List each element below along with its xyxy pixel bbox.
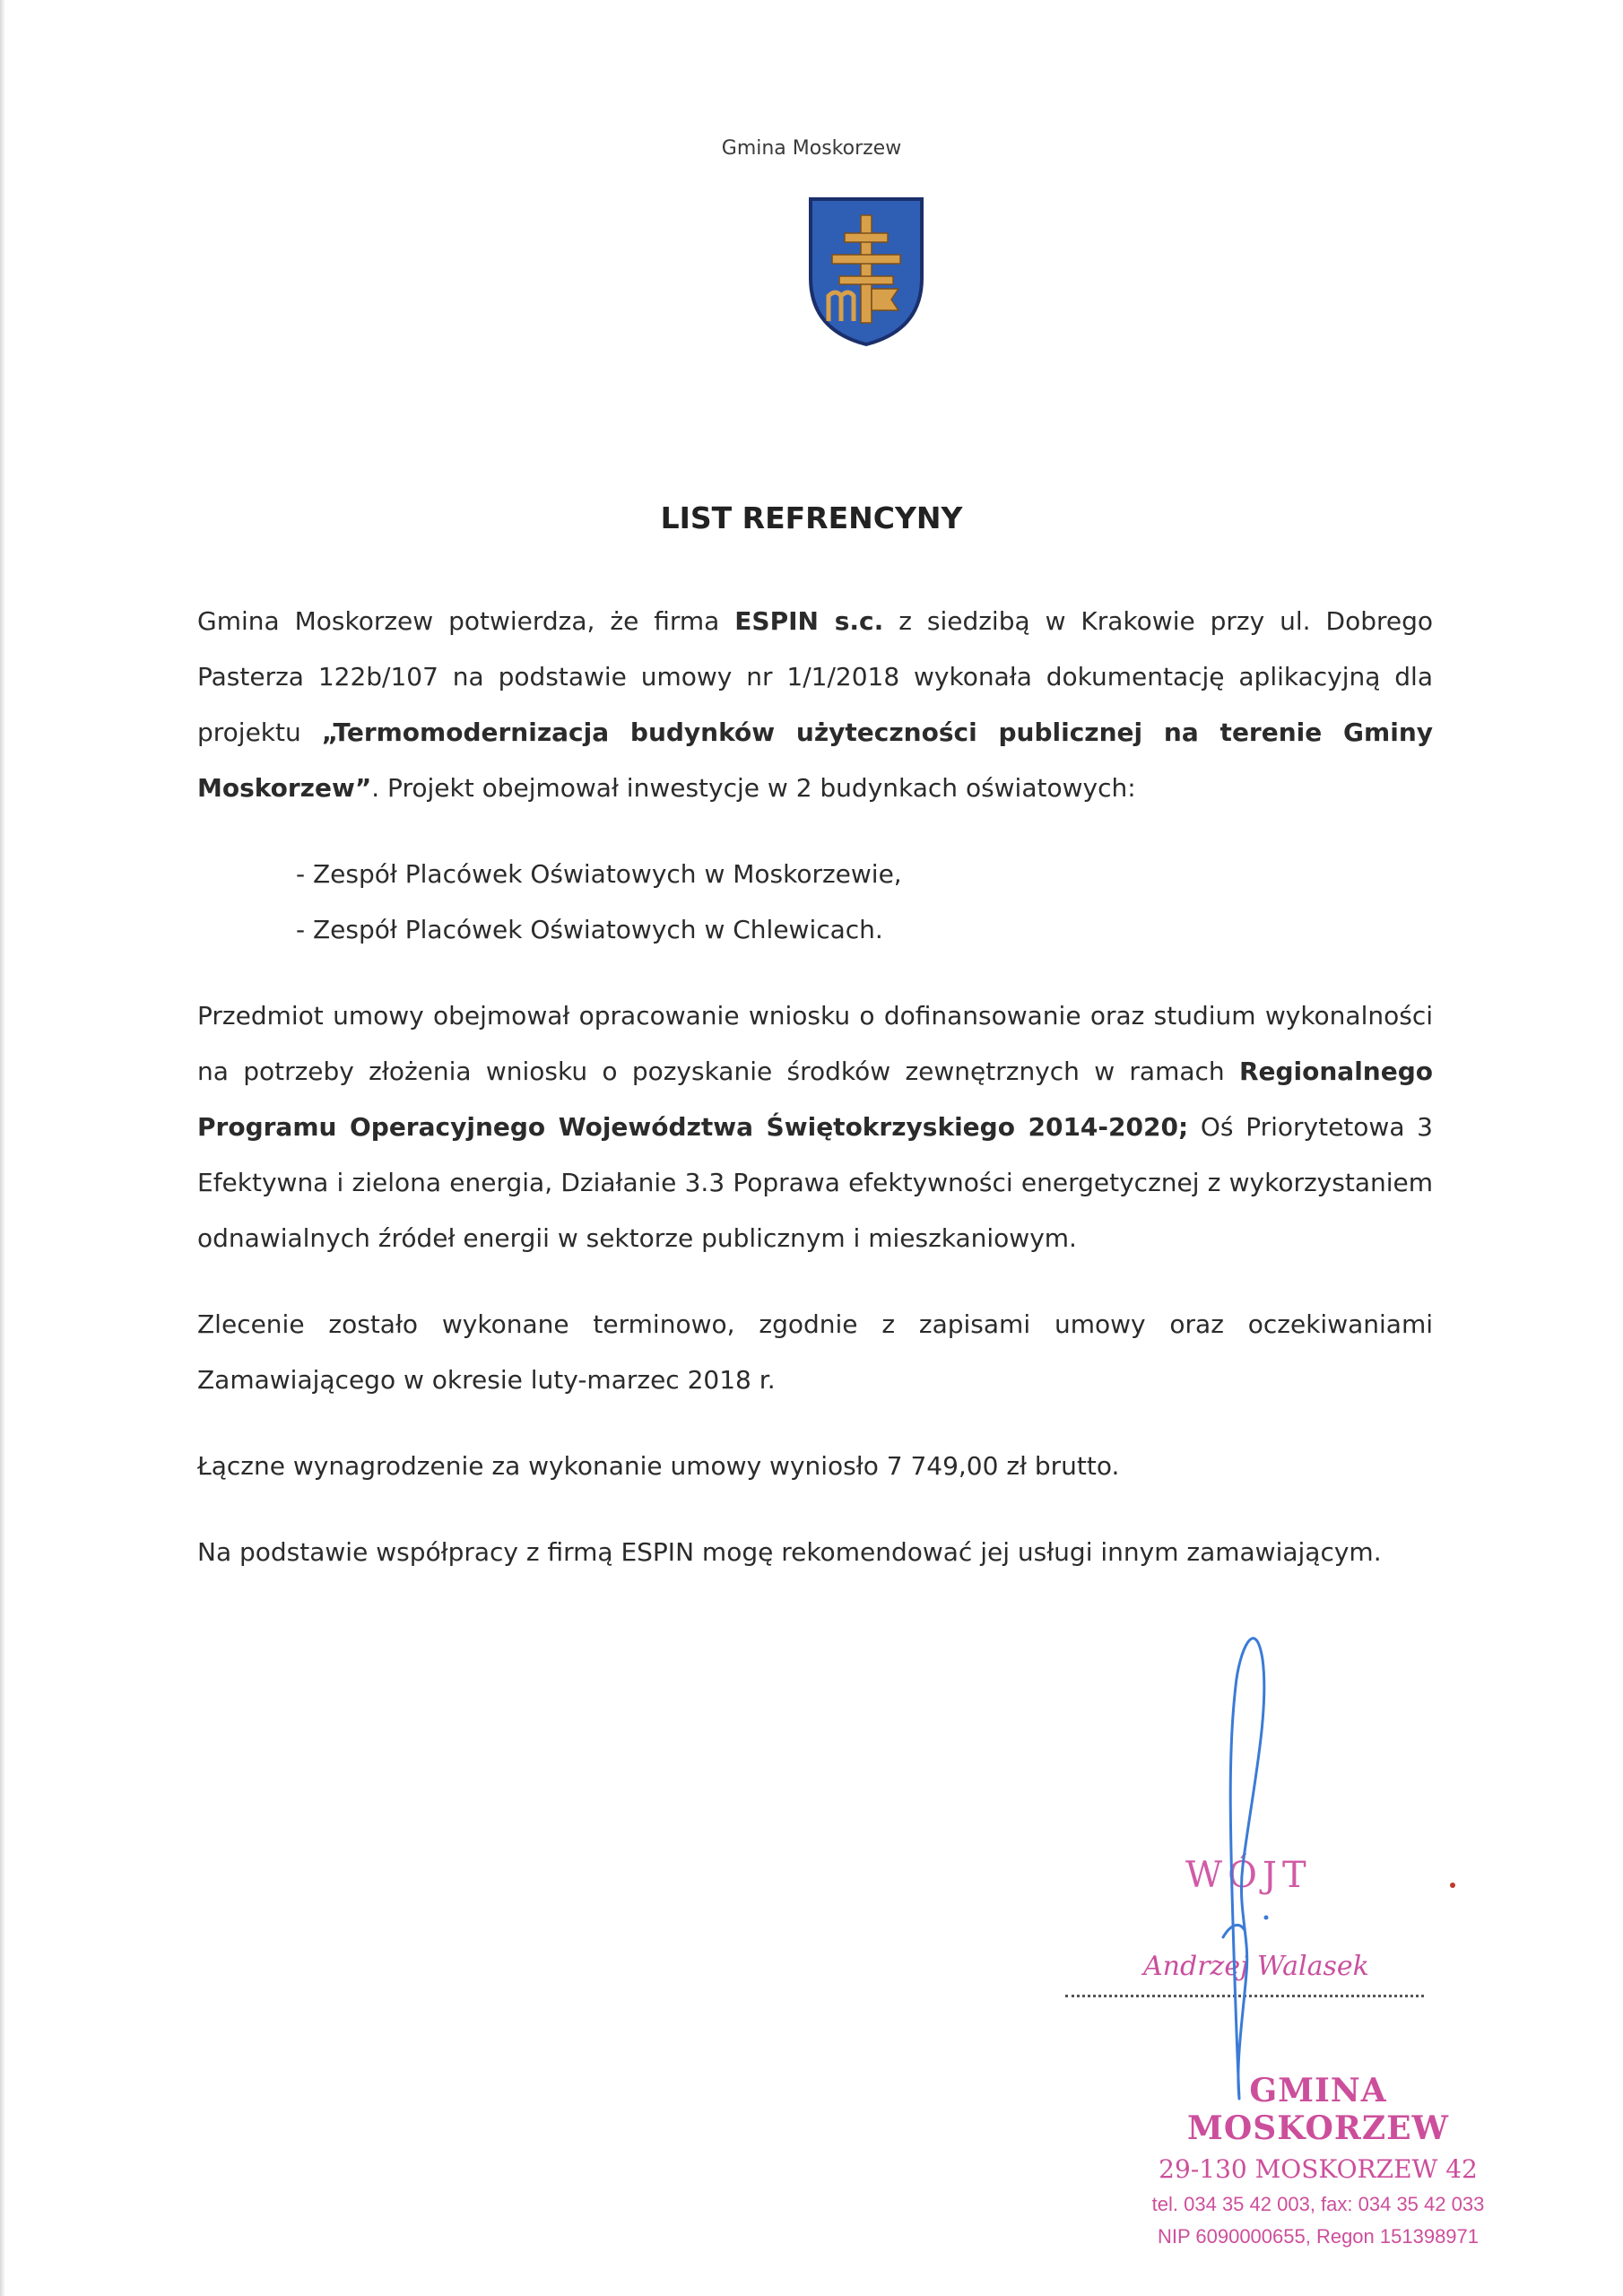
list-item: - Zespół Placówek Oświatowych w Chlewicach. — [296, 915, 883, 944]
scan-edge — [0, 0, 5, 2296]
list-item: - Zespół Placówek Oświatowych w Moskorzewie, — [296, 859, 902, 889]
stamp-line-2: 29-130 MOSKORZEW 42 — [1159, 2154, 1478, 2184]
company-name: ESPIN s.c. — [734, 606, 884, 636]
crest-cross-mid-bar — [832, 255, 900, 264]
paragraph-5: Na podstawie współpracy z firmą ESPIN mogę rekomendować jej usługi innym zamawiającym. — [197, 1537, 1382, 1567]
program-name: Regionalnego Programu Operacyjnego Województwa Świętokrzyskiego 2014-2020; — [197, 1057, 1433, 1142]
signature-area — [1031, 1596, 1533, 2248]
stamp-role: WÓJT — [1185, 1855, 1312, 1896]
paragraph-3: Zlecenie zostało wykonane terminowo, zgodnie z zapisami umowy oraz oczekiwaniami Zamawiającego w okresie luty-marzec 2018 r. — [197, 1309, 1433, 1395]
p1-text-c: z siedzibą w Krakowie przy ul. Dobrego Pasterza 122b/107 na podstawie umowy nr 1/1/2018 wykonała dokumentację aplikacyjną dla projektu — [197, 606, 1433, 747]
coat-of-arms-icon — [805, 196, 927, 348]
stamp-line-1: GMINA MOSKORZEW — [1187, 2072, 1449, 2147]
p2-text-a: Przedmiot umowy obejmował opracowanie wniosku o dofinansowanie oraz studium wykonalności na potrzeby złożenia wniosku o pozyskanie środków zewnętrznych w ramach — [197, 1001, 1433, 1086]
stamp-line-3: tel. 034 35 42 003, fax: 034 35 42 033 — [1151, 2193, 1485, 2215]
p2-text-c: Oś Priorytetowa 3 Efektywna i zielona energia, Działanie 3.3 Poprawa efektywności energetycznej z wykorzystaniem odnawialnych źródeł energii w sektorze publicznym i mieszkaniowym. — [197, 1112, 1433, 1253]
crest-cross-top-bar — [845, 233, 888, 242]
stamp-signer-name: Andrzej Walasek — [1143, 1951, 1369, 1982]
paragraph-2 — [197, 988, 1433, 1266]
p1-text-e: . Projekt obejmował inwestycje w 2 budynkach oświatowych: — [371, 773, 1136, 803]
crest-cross-low-bar — [839, 276, 893, 284]
paragraph-4: Łączne wynagrodzenie za wykonanie umowy wyniosło 7 749,00 zł brutto. — [197, 1451, 1120, 1481]
p1-text-a: Gmina Moskorzew potwierdza, że firma — [197, 606, 735, 636]
paragraph-1 — [197, 594, 1433, 816]
crest-cross-vertical — [861, 215, 872, 323]
buildings-list — [296, 847, 1433, 958]
header-municipality: Gmina Moskorzew — [721, 137, 902, 160]
letter-body — [197, 594, 1433, 1580]
project-name: „Termomodernizacja budynków użyteczności publicznej na terenie Gminy Moskorzew” — [197, 718, 1433, 803]
handwritten-signature — [1031, 1596, 1533, 2224]
letter-title: LIST REFRENCYNY — [660, 500, 963, 535]
stamp-line-4: NIP 6090000655, Regon 151398971 — [1157, 2225, 1480, 2248]
